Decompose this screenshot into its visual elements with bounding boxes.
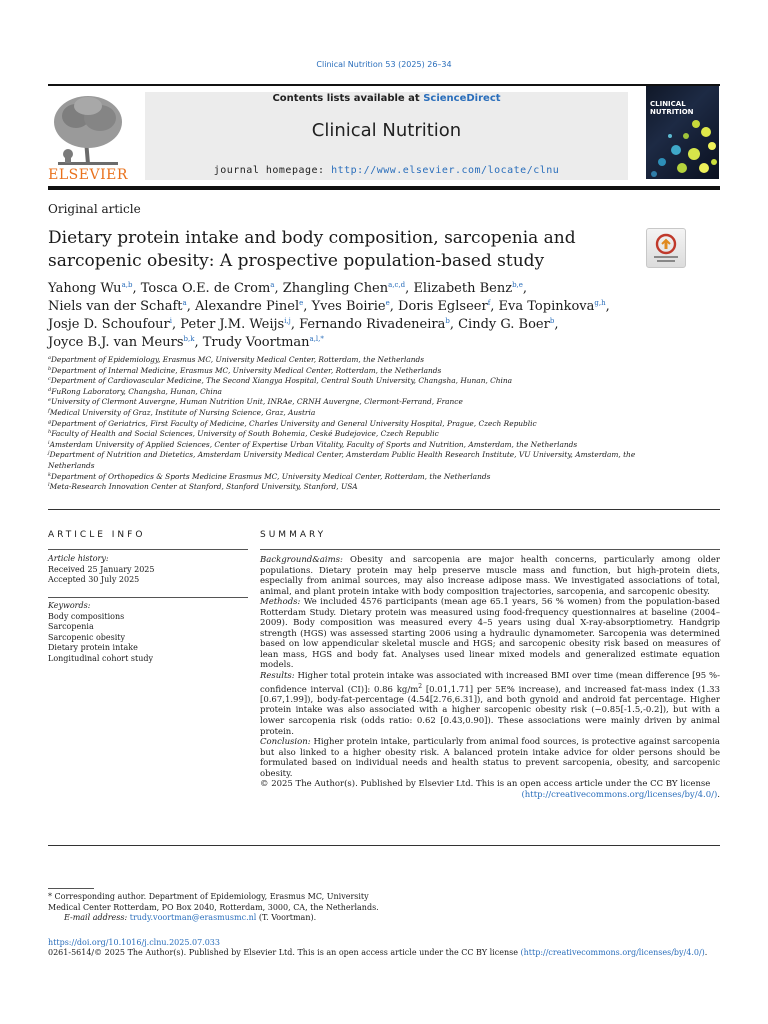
sciencedirect-link[interactable]: ScienceDirect (423, 93, 501, 104)
author-name[interactable]: Yahong Wu (48, 281, 122, 296)
author-name[interactable]: Peter J.M. Weijs (180, 317, 285, 332)
author-affiliation-marker[interactable]: b (445, 317, 450, 325)
affiliation-key: g (48, 418, 52, 425)
corresponding-footnote (48, 892, 388, 924)
affiliation-key: e (48, 397, 51, 404)
affiliation-list (48, 355, 648, 493)
corresponding-author: * Corresponding author. Department of Epidemiology, Erasmus MC, University Medical Center Rotterdam, PO Box 2040, Rotterdam, 3000, CA, the Netherlands. (48, 892, 379, 912)
author-name[interactable]: Yves Boirie (311, 299, 386, 314)
accepted-date: Accepted 30 July 2025 (48, 575, 140, 585)
author-separator: , (522, 281, 528, 296)
keyword-item: Body compositions (48, 611, 125, 621)
author-separator: , (186, 299, 195, 314)
methods-label: Methods: (260, 597, 301, 608)
author-name[interactable]: Eva Topinkova (498, 299, 595, 314)
history-label: Article history: (48, 554, 109, 563)
header-bottom-rule (48, 186, 720, 190)
journal-homepage (145, 165, 628, 176)
cover-title-line1: CLINICAL (650, 100, 686, 108)
affiliation-item (48, 366, 648, 377)
author-separator: , (290, 317, 300, 332)
affiliation-item (48, 419, 648, 430)
affiliation-text: Department of Epidemiology, Erasmus MC, University Medical Center, Rotterdam, the Netherlands (50, 355, 425, 364)
author-separator: , (554, 317, 559, 332)
affiliation-item (48, 440, 648, 451)
methods-text: We included 4576 participants (mean age 65.1 years, 56 % women) from the population-based Rotterdam Study. Dietary protein was measured using food-frequency questionnaires at baseline (2004–2009). Body composition was measured every 4–5 years using dual X-ray-absorptiometry. Handgrip strength (HGS) was assessed starting 2006 using a hydraulic dynamometer. Sarcopenia was determined based on low appendicular skeletal muscle and HGS; and sarcopenic obesity risk based on measures of lean mass, HGS and body fat. Analyses used linear mixed models and generalized estimate equation models. (260, 597, 720, 671)
author-separator: , (274, 281, 283, 296)
article-info-rule (48, 549, 248, 550)
affiliation-item (48, 450, 648, 471)
results-label: Results: (260, 671, 295, 682)
affiliation-item (48, 472, 648, 483)
author-affiliation-marker[interactable]: b,k (183, 335, 195, 343)
background-text: Obesity and sarcopenia are major health concerns, particularly among older populations. Dietary protein may help preserve muscle mass and function, but high-protein diets, especially from animal sources, may also increase adipose mass. We investigated associations of total, animal, and plant protein intake with body composition trajectories, sarcopenia, and sarcopenic obesity. (260, 555, 720, 597)
summary-license (260, 790, 720, 801)
affiliation-key: a (48, 355, 51, 361)
affiliation-text: University of Clermont Auvergne, Human Nutrition Unit, INRAe, CRNH Auvergne, Clermont-Ferrand, France (50, 397, 463, 407)
journal-name: Clinical Nutrition (311, 120, 462, 141)
author-affiliation-marker[interactable]: a (182, 299, 187, 307)
license-period: . (717, 789, 720, 800)
author-list (48, 280, 648, 352)
author-affiliation-marker[interactable]: e (385, 299, 390, 307)
affiliation-item (48, 408, 648, 419)
summary-body (260, 555, 720, 800)
publisher-wordmark: ELSEVIER (48, 167, 128, 183)
affiliation-text: Department of Geriatrics, First Faculty of Medicine, Charles University and General University Hospital, Prague, Czech Republic (51, 418, 537, 428)
author-affiliation-marker[interactable]: a,c,d (388, 281, 406, 289)
keyword-item: Longitudinal cohort study (48, 653, 153, 663)
results-text-a: Higher total protein intake was associated with increased BMI over time (mean difference [95 %-confidence interval (CI)]: 0.86 kg/m (260, 671, 720, 695)
check-for-updates-badge-icon[interactable] (646, 228, 686, 268)
affiliation-text: Department of Internal Medicine, Erasmus MC, University Medical Center, Rotterdam, the Netherlands (51, 365, 442, 375)
keywords-rule (48, 597, 248, 598)
affiliation-key: k (48, 471, 52, 478)
affiliation-text: Department of Nutrition and Dietetics, Amsterdam University Medical Center, Amsterdam Public Health Research Institute, VU University, Amsterdam, the Netherlands (48, 450, 636, 470)
author-name[interactable]: Cindy G. Boer (458, 317, 550, 332)
affiliation-text: Amsterdam University of Applied Sciences, Center of Expertise Urban Vitality, Faculty of Sports and Nutrition, Amsterdam, the Netherlands (49, 439, 578, 449)
affiliation-item (48, 376, 648, 387)
affiliation-key: h (48, 429, 52, 436)
header-top-rule (48, 84, 720, 86)
affiliation-key: i (48, 439, 50, 446)
doi-link[interactable]: https://doi.org/10.1016/j.clnu.2025.07.033 (48, 938, 220, 947)
affiliation-item (48, 397, 648, 408)
affiliation-key: c (48, 376, 51, 383)
affiliation-text: Medical University of Graz, Institute of Nursing Science, Graz, Austria (49, 407, 316, 417)
received-date: Received 25 January 2025 (48, 564, 155, 574)
author-affiliation-marker[interactable]: f (487, 299, 491, 307)
affiliation-text: Department of Orthopedics & Sports Medicine Erasmus MC, University Medical Center, Rotterdam, the Netherlands (51, 471, 491, 481)
author-separator: , (449, 317, 459, 332)
email-line (48, 913, 388, 924)
footer-license-link[interactable]: (http://creativecommons.org/licenses/by/4.0/) (520, 948, 705, 957)
results-superscript: 2 (418, 682, 423, 690)
author-affiliation-marker[interactable]: g,h (594, 299, 606, 307)
author-name[interactable]: Alexandre Pinel (194, 299, 300, 314)
conclusion-text: Higher protein intake, particularly from animal food sources, is protective against sarcopenia but also linked to a higher obesity risk. A balanced protein intake advice for older persons should be formulated based on individual needs and health status to prevent sarcopenia, obesity, and sarcopenic obesity. (260, 737, 720, 779)
keywords-block (48, 601, 248, 665)
article-type: Original article (48, 202, 141, 216)
email-suffix: (T. Voortman). (256, 913, 317, 922)
affiliation-text: Meta-Research Innovation Center at Stanford, Stanford University, Stanford, USA (49, 482, 358, 492)
author-name[interactable]: Trudy Voortman (202, 335, 310, 350)
author-name[interactable]: Fernando Rivadeneira (299, 317, 446, 332)
summary-methods (260, 597, 720, 671)
article-history (48, 554, 248, 586)
contents-line (145, 93, 628, 104)
author-affiliation-marker[interactable]: i,j (284, 317, 291, 325)
affiliation-key: f (48, 407, 50, 414)
summary-background (260, 555, 720, 597)
footer-license-text: 0261-5614/© 2025 The Author(s). Published by Elsevier Ltd. This is an open access article under the CC BY license (48, 948, 521, 957)
article-title: Dietary protein intake and body composition, sarcopenia and sarcopenic obesity: A prospective population-based study (48, 228, 576, 271)
author-affiliation-marker[interactable]: b (549, 317, 555, 325)
affiliation-item (48, 429, 648, 440)
author-affiliation-marker[interactable]: b,e (512, 281, 523, 289)
cover-title (650, 100, 694, 116)
author-affiliation-marker[interactable]: a,l,* (309, 335, 324, 343)
author-name[interactable]: Joyce B.J. van Meurs (48, 335, 184, 350)
summary-license-link[interactable]: (http://creativecommons.org/licenses/by/4.0/) (521, 789, 718, 800)
affiliation-item (48, 482, 648, 493)
summary-rule (260, 549, 720, 550)
results-text-b: [0.01,1.71] per 5E% increase), and increased fat-mass index (1.33 [0.67,1.99]), body-fat-percentage (4.54[2.76,6.31]), and both gynoid and android fat percentage. Higher protein intake was also associated with a higher sarcopenic obesity risk (−0.85[-1.5,-0.2]), but with a lower sarcopenia risk (odds ratio: 0.62 [0.43,0.90]). These associations were mainly driven by animal protein. (260, 684, 720, 737)
homepage-prefix: journal homepage: (213, 165, 332, 176)
affiliation-key: l (48, 482, 50, 489)
journal-citation[interactable]: Clinical Nutrition 53 (2025) 26–34 (316, 60, 452, 69)
summary-heading: SUMMARY (260, 530, 327, 540)
author-name[interactable]: Josje D. Schoufour (48, 317, 170, 332)
contents-prefix: Contents lists available at (272, 93, 424, 104)
cover-title-line2: NUTRITION (650, 108, 694, 116)
author-name[interactable]: Elizabeth Benz (413, 281, 513, 296)
affiliation-item (48, 387, 648, 398)
author-separator: , (389, 299, 399, 314)
author-separator: , (194, 335, 203, 350)
author-separator: , (132, 281, 141, 296)
journal-cover-image (646, 86, 719, 179)
affiliation-text: Department of Cardiovascular Medicine, The Second Xiangya Hospital, Central South University, Changsha, Hunan, China (50, 376, 513, 386)
author-name[interactable]: Doris Eglseer (398, 299, 488, 314)
copyright-text: © 2025 The Author(s). Published by Elsevier Ltd. This is an open access article under the CC BY license (260, 779, 711, 790)
author-separator: , (490, 299, 499, 314)
summary-results (260, 671, 720, 737)
keywords-label: Keywords: (48, 601, 91, 610)
affiliation-key: d (48, 386, 52, 393)
author-separator: , (605, 299, 610, 314)
author-name[interactable]: Tosca O.E. de Crom (140, 281, 271, 296)
email-label: E-mail address: (64, 913, 128, 922)
summary-bottom-rule (48, 845, 720, 846)
author-separator: , (405, 281, 414, 296)
author-affiliation-marker[interactable]: e (299, 299, 304, 307)
affiliation-text: FuRong Laboratory, Changsha, Hunan, China (51, 386, 222, 396)
affiliation-key: j (48, 450, 50, 457)
keyword-item: Dietary protein intake (48, 643, 138, 653)
summary-conclusion (260, 737, 720, 779)
keyword-item: Sarcopenia (48, 622, 94, 632)
cover-dots-icon (646, 116, 719, 179)
affiliation-item (48, 355, 648, 366)
summary-copyright (260, 779, 720, 790)
article-info-heading: ARTICLE INFO (48, 530, 146, 540)
homepage-link[interactable]: http://www.elsevier.com/locate/clnu (331, 165, 560, 176)
author-affiliation-marker[interactable]: a,b (121, 281, 133, 289)
keyword-item: Sarcopenic obesity (48, 632, 126, 642)
affiliation-key: b (48, 365, 52, 372)
email-link[interactable]: trudy.voortman@erasmusmc.nl (129, 913, 257, 922)
footnote-rule (48, 888, 94, 889)
conclusion-label: Conclusion: (260, 737, 311, 748)
background-label: Background&aims: (260, 555, 343, 565)
footer-license (48, 948, 738, 957)
author-separator: , (172, 317, 181, 332)
author-name[interactable]: Zhangling Chen (282, 281, 389, 296)
author-name[interactable]: Niels van der Schaft (48, 299, 183, 314)
author-separator: , (303, 299, 312, 314)
affiliation-rule (48, 509, 720, 510)
author-affiliation-marker[interactable]: i (169, 317, 173, 325)
affiliation-text: Faculty of Health and Social Sciences, University of South Bohemia, Ceské Budejovice, Czech Republic (51, 429, 439, 439)
author-affiliation-marker[interactable]: a (270, 281, 275, 289)
footer-license-period: . (704, 948, 708, 957)
